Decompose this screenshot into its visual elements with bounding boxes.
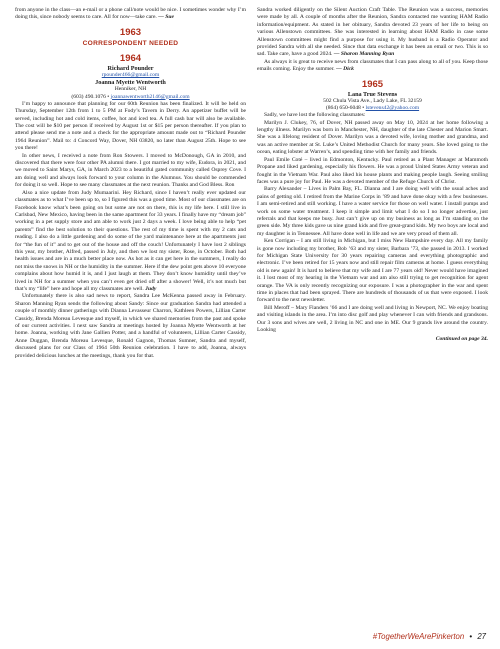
email-link[interactable]: joannawentworth2146@gmail.com	[110, 93, 190, 100]
email-link[interactable]: lstevens42@yahoo.com	[365, 105, 420, 112]
continued-note: Continued on page 34.	[435, 336, 488, 343]
correspondent-needed-label: CORRESPONDENT NEEDED	[82, 39, 179, 47]
paragraph: Ken Corrigan – I am still living in Michigan, but I miss New Hampshire every day. All my family is gone now including my brother, Bob ’63 and my sister, Barbara ’73, she passed in 2013. I worked for Michigan State University for 30 years repairing cameras and everything photographic and electronic. I’ve been retired for 15 years now and still repair film cameras at home. I guess everything old is new again! It is hard to believe that my wife and I are 77 years old! Never would have imagined it. I lost most of my hearing in the Vietnam war and am also still trying to get recognition for agent orange. The VA is only recently recognizing our exposure. I was a photographer in the war and spent time in places that had been sprayed. There are hundreds of thousands of us that were exposed. I look forward to the next newsletter.	[257, 238, 488, 304]
paragraph: Unfortunately there is also sad news to report, Sandra Lee McKenna passed away in February. Sharon Manning Ryan sends the following about Sandy: Since our graduation Sandra had attended a couple of monthly dinner gatherings with Dianna Levasseur Charron, Kathleen Powers, Lillian Carter Cassidy, Brenda Moreau Levesque and myself, in which we shared memories from the past and spoke of our current activities. I next saw Sandra at meetings hosted by Joanna Myette Wentworth at her home. Joanna, working with Jane Gallien Potter, and a handful of volunteers, Lillian Carter Cassidy, Anne Duggan, Brenda Moreau Levesque, Ronald Gagnon, Thomas Sumner, Sandra and myself, discussed plans for our Class of 1964 50th Reunion celebration. I have to add, Joanna, always provided delicious lunches at the meetings, thank you for that.	[15, 293, 246, 359]
paragraph: Barry Alexander – Lives in Palm Bay, FL. Dianna and I are doing well with the usual aches and pains of getting old. I retired from the Marine Corps in ’89 and have done okay with a few businesses. I am semi-retired and still working. I have a water service for those on well water. I install pumps and work on some water treatment. I keep it simple and limit what I do so I no longer advertise, just referrals and that keeps me busy. Just can’t give up on my business as long as I’m standing on the green side. My three kids gave us nine grand kids and five great-grand kids. My two boys are local and my daughter is in Tennessee. All have done well in life and we are very proud of them all.	[257, 186, 488, 237]
paragraph: Also a nice update from Judy Mumaarini. Hey Richard, since I haven’t really ever updated our classmates as to what I’ve been up to, so I figured this was a good time. Most of our classmates are on Facebook know what’s been going on but some are not on there, this is my life here. I still live in Carlsbad, New Mexico, having been in the same apartment for 33 years. I finally have my “dream job” working in a pet supply store and am able to work just 2 days a week. I love being able to help “pet parents” find the best solution to their questions. The rest of my time is spent with my 2 cats and reading. I also do a little gardening and do some of the yard maintenance here at the apartments just for “the fun of it” and to get out of the house and off the couch! Unfortunately I have lost 2 siblings this year, my brother, Alfred, passed in July, and then we lost my sister, Rose, in October. Both had health issues and are in a much better place now. As hot as it can get here in the summers, I really do not miss the snows in NH or the humidity in the summer. Here if the dew point gets above 10 everyone complains about how humid it is, and I just laugh at them. They don’t know humidity until they’ve lived in NH for a summer when you can’t even get dried off after a shower! Well, it’s not much but that’s my “life” here and hope all my classmates are well. Judy	[15, 189, 247, 292]
contact-block-1965: Lana True Stevens 502 Chula Vista Ave., Lady Lake, FL 32159 (864) 650-6048 • lstevens42@yahoo.com	[257, 91, 488, 113]
year-1963-heading: 1963	[119, 26, 142, 38]
footer-hashtag: #TogetherWeArePinkerton	[372, 632, 465, 641]
email-link[interactable]: rpounder466@gmail.com	[101, 72, 160, 79]
phone: (603) 490.1076	[71, 93, 106, 100]
paragraph: Marilyn J. Clukey, 76, of Dover, NH passed away on May 10, 2024 at her home following a lengthy illness. Marilyn was born in Manchester, NH, daughter of the late Chester and Marion Smart. She was a lifelong resident of Dover. Marilyn was a devoted wife, loving mother and grandma, and was an active member at St. Luke’s United Methodist Church for many years. She loved going to the ocean, eating lobster at Warren’s, and spending time with her family and friends.	[257, 119, 488, 156]
paragraph: As always it is great to receive news from classmates that I can pass along to all of you. Keep those emails coming. Enjoy the summer. — Dick	[257, 58, 488, 73]
correspondent-name: Richard Pounder	[107, 64, 154, 72]
page-number: 27	[477, 632, 486, 641]
paragraph: Paul Emile Coté – lived in Edmonton, Kentucky. Paul retired as a Plant Manager at Mammoth Propane and liked gardening, especially his flowers. He was a proud United States Army veteran and fought in the Vietnam War. Paul also liked his house plants and making people laugh. Seeing smiling faces was a pure joy for Paul. He was a devoted member of the Refuge Church of Christ.	[257, 156, 488, 185]
right-column	[257, 7, 488, 360]
correspondent-name: Joanna Myette Wentworth	[95, 79, 166, 87]
page-footer: #TogetherWeArePinkerton • 27	[372, 632, 486, 641]
paragraph: In other news, I received a note from Ron Stowers. I moved to McDonough, GA in 2010, and discovered that there were four other PA alumni there. I got married to my wife, Eudora, in 2021, and we moved to Saint Marys, GA, in March 2023 to a beautiful gated community called Osprey Cove. I am doing well and always look forward to your column in the Alumnus. You should be commended for doing it so well. Hope to see many classmates at the next reunion. Thanks and God Bless. Ron	[15, 152, 246, 189]
paragraph: Bill Meroff – Mary Flanders ’66 and I are doing well and living in Newport, NC. We enjoy boating and visiting islands in the area. I’m into disc golf and play whenever I can with friends and grandsons. Our 3 sons and wives are well, 2 living in NC and one in ME. Our 9 grands live around the country. Looking	[257, 304, 488, 334]
phone: (864) 650-6048	[325, 105, 361, 112]
year-1964-heading: 1964	[119, 52, 142, 64]
correspondent-name: Lana True Stevens	[347, 90, 398, 98]
columns	[15, 7, 488, 360]
paragraph: I’m happy to announce that planning for our 60th Reunion has been finalized. It will be held on Thursday, September 12th from 1 to 5 PM at Fody’s Tavern in Derry. An appetizer buffet will be served, including hot and cold items, coffee, hot and iced tea. A full cash bar will also be available. The cost will be $10 per person if received by August 1st or $15 per person thereafter. If you plan to attend please send me a note and a check for the appropriate amount made out to “Richard Pounder 1964 Reunion”. Mail to: 4 Concord Way, Dover, NH 03820, no later than August 25th. Hope to see you there!	[15, 100, 246, 152]
year-1965-heading: 1965	[361, 78, 384, 90]
intro-paragraph: from anyone in the class—an e-mail or a phone call/note would be nice. I sometimes wonder why I’m doing this, since nobody seems to care. All for now—take care. — Sue	[15, 7, 246, 21]
address: 502 Chula Vista Ave., Lady Lake, FL 32159	[323, 97, 422, 104]
contact-block-1964: Richard Pounder rpounder466@gmail.com Joanna Myette Wentworth Henniker, NH (603) 490.1076 • joannawentworth2146@gmail.com	[15, 65, 246, 101]
left-column	[15, 7, 246, 360]
paragraph: Sandra worked diligently on the Silent Auction Craft Table. The Reunion was a success, memories were made by all. A couple of months after the Reunion, Sandra contacted me wanting HAM Radio information/equipment. As stated in her obituary, Sandra devoted 23 years of her life to being on various Allenstown committees. She was interested in learning about HAM Radio in case some Allenstown committees might find a purpose for using it. My husband is a Radio Operator and provided Sandra with all she needed. Since that data exchange it has been an email or two. This is so sad. Take care, have a good 2024. — Sharon Manning Ryan	[257, 7, 488, 58]
location: Henniker, NH	[114, 86, 147, 93]
paragraph: Sadly, we have lost the following classmates:	[264, 112, 366, 119]
